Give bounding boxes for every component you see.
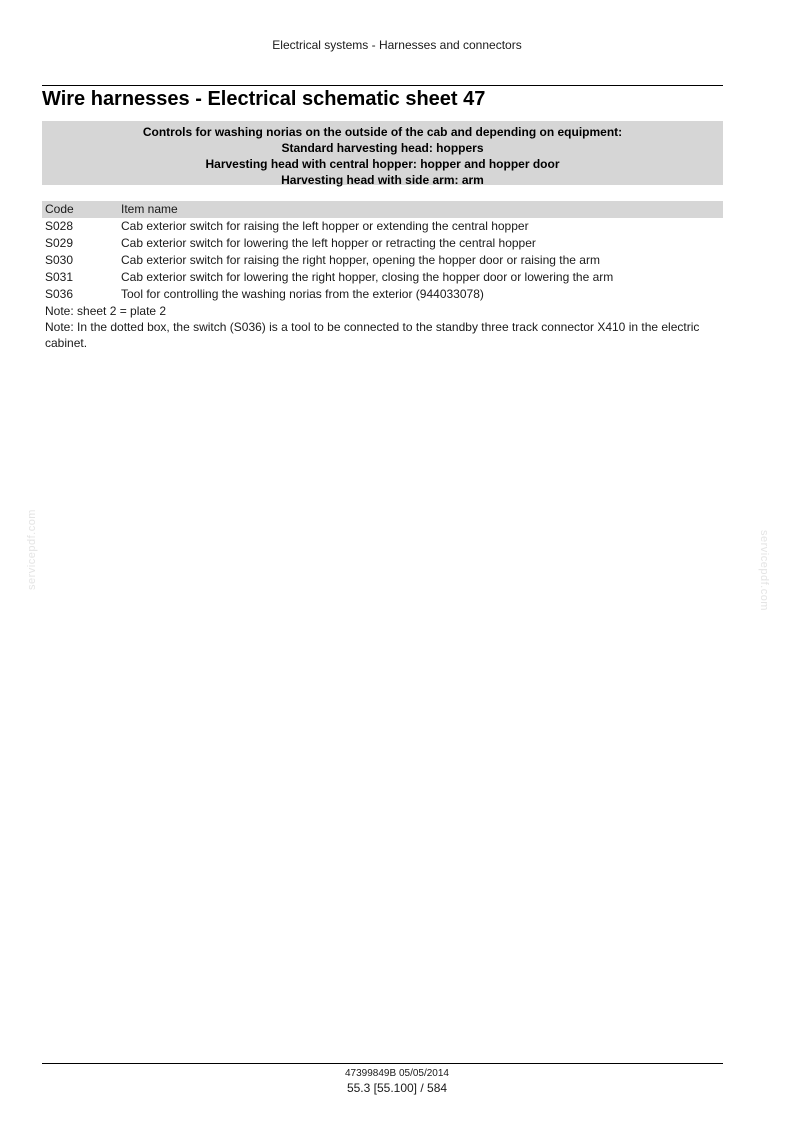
page-number: 55.3 [55.100] / 584 xyxy=(346,1081,448,1095)
watermark-left: servicepdf.com xyxy=(26,509,38,590)
item-code: S036 xyxy=(45,287,74,301)
item-code: S030 xyxy=(45,253,74,267)
section-title: Wire harnesses - Electrical schematic sheet 47 xyxy=(42,88,486,110)
item-name: Cab exterior switch for raising the right hopper, opening the hopper door or raising the arm xyxy=(121,253,600,267)
code-column-header: Code xyxy=(45,202,74,216)
notes-section xyxy=(45,303,720,351)
note-dotted-box: Note: In the dotted box, the switch (S036) is a tool to be connected to the standby three track connector X410 in the electric cabinet. xyxy=(45,320,700,350)
banner-line: Harvesting head with central hopper: hopper and hopper door xyxy=(205,157,560,171)
item-name: Tool for controlling the washing norias from the exterior (944033078) xyxy=(121,287,484,301)
table-row xyxy=(42,235,723,252)
item-code: S029 xyxy=(45,236,74,250)
equipment-banner xyxy=(42,121,723,185)
banner-line: Standard harvesting head: hoppers xyxy=(281,141,484,155)
table-row xyxy=(42,252,723,269)
document-reference: 47399849B 05/05/2014 xyxy=(345,1068,449,1079)
banner-line: Controls for washing norias on the outside of the cab and depending on equipment: xyxy=(142,125,623,139)
item-name: Cab exterior switch for lowering the left hopper or retracting the central hopper xyxy=(121,236,536,250)
table-row xyxy=(42,269,723,286)
note-sheet-plate: Note: sheet 2 = plate 2 xyxy=(45,304,167,318)
table-row xyxy=(42,286,723,303)
table-header-row xyxy=(42,201,723,218)
running-header: Electrical systems - Harnesses and connectors xyxy=(272,38,522,52)
item-table xyxy=(42,201,723,303)
item-name: Cab exterior switch for lowering the right hopper, closing the hopper door or lowering the arm xyxy=(121,270,614,284)
item-name: Cab exterior switch for raising the left hopper or extending the central hopper xyxy=(121,219,529,233)
watermark-right: servicepdf.com xyxy=(758,530,770,611)
footer-rule xyxy=(42,1063,723,1064)
table-row xyxy=(42,218,723,235)
item-code: S031 xyxy=(45,270,74,284)
header-rule xyxy=(42,85,723,86)
item-code: S028 xyxy=(45,219,74,233)
banner-line: Harvesting head with side arm: arm xyxy=(281,173,484,187)
item-name-column-header: Item name xyxy=(121,202,178,216)
